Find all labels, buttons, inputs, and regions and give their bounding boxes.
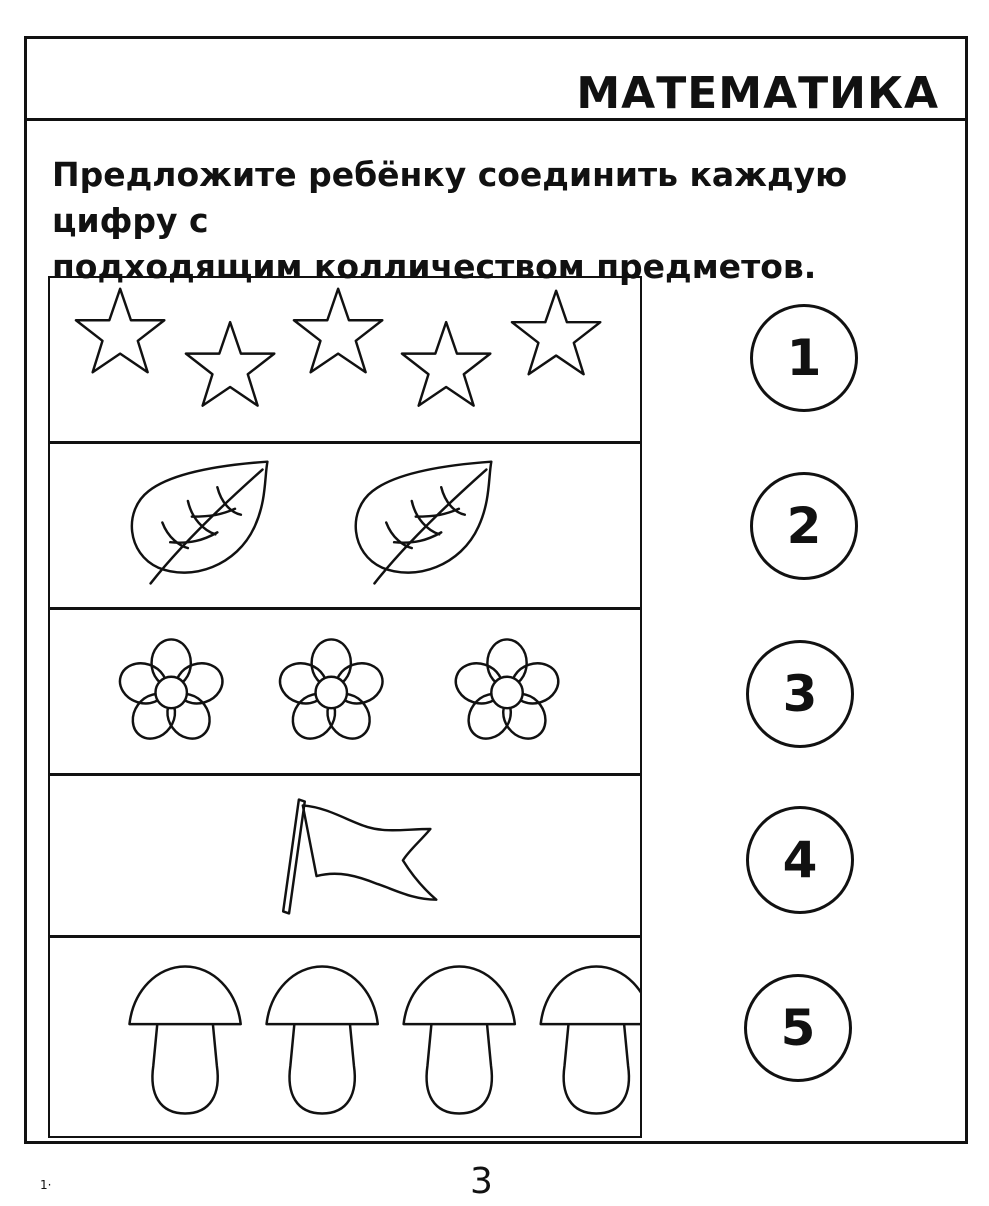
row-flowers [50,610,640,776]
star-icon [186,322,274,405]
flag-group [50,776,640,935]
mushroom-icon [267,966,378,1113]
row-mushrooms [50,938,640,1136]
number-circle-1[interactable]: 1 [750,304,858,412]
number-circle-4[interactable]: 4 [746,806,854,914]
flowers-group [50,610,640,773]
leaf-icon [132,462,268,584]
page-title: МАТЕМАТИКА [576,68,939,119]
instruction-text [52,152,952,290]
mushroom-icon [129,966,240,1113]
star-icon [402,322,490,405]
row-leaves [50,444,640,610]
corner-mark: 1· [40,1178,52,1192]
flower-icon [275,639,388,746]
mushroom-icon [404,966,515,1113]
flag-icon [283,800,436,914]
picture-rows [48,276,642,1138]
flower-icon [451,639,564,746]
instruction-line-1: Предложите ребёнку соединить каждую цифру с [52,155,848,240]
leaf-icon [356,462,492,584]
number-circle-5[interactable]: 5 [744,974,852,1082]
flower-icon [115,639,228,746]
star-icon [294,289,382,372]
instruction-line-2: подходящим колличеством предметов. [52,247,817,286]
number-circle-2[interactable]: 2 [750,472,858,580]
mushroom-icon [541,966,640,1113]
row-stars [50,278,640,444]
row-flag [50,776,640,938]
star-icon [512,291,600,374]
page-number: 3 [470,1161,493,1202]
leaves-group [50,444,640,607]
mushrooms-group [50,938,640,1136]
number-circle-3[interactable]: 3 [746,640,854,748]
stars-group [50,278,640,441]
star-icon [76,289,164,372]
